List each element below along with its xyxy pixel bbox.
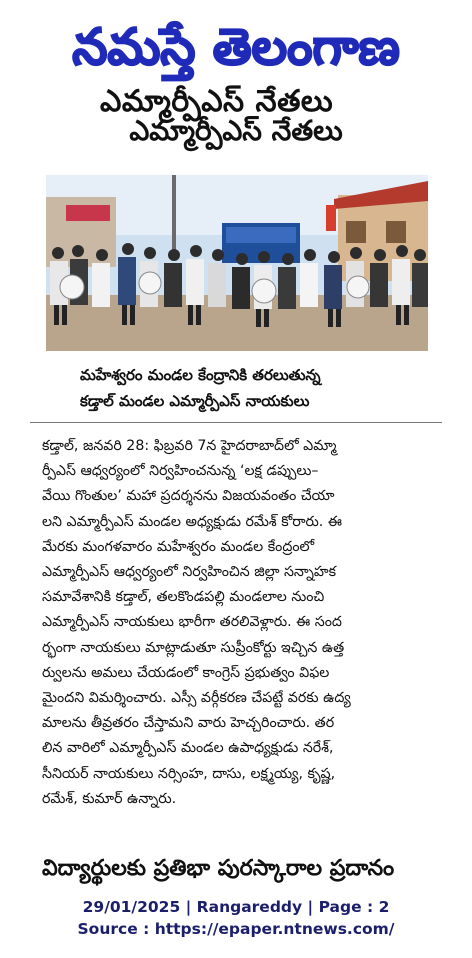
photo-caption [80,362,410,414]
body-line: రమేశ్, కుమార్ ఉన్నారు. [42,790,177,807]
article-body [42,434,442,812]
body-line: ఎమ్మార్పీఎస్ నాయకులు భారీగా తరలివెళ్లారు. ఈ సంద [42,614,342,631]
source-link[interactable]: Source : https://epaper.ntnews.com/ [77,920,395,938]
body-line: ర్పీఎస్ ఆధ్వర్యంలో నిర్వహించనున్న ‘లక్ష డప్పులు– [42,463,319,480]
body-line: లిన వారిలో ఎమ్మార్పీఎస్ మండల ఉపాధ్యక్షుడు నరేశ్, [42,740,334,757]
masthead-logo [0,4,472,84]
newspaper-masthead [0,4,472,84]
caption-line: కడ్తాల్ మండల ఎమ్మార్పీఎస్ నాయకులు [80,392,310,410]
caption-divider [30,422,442,423]
article-headline: ఎమ్మార్పీఎస్ నేతలు [129,114,343,147]
caption-line: మహేశ్వరం మండల కేంద్రానికి తరలుతున్న [80,366,321,384]
date-edition-page: 29/01/2025 | Rangareddy | Page : 2 [82,898,390,916]
body-line: ర్వులను అమలు చేయడంలో కాంగ్రెస్ ప్రభుత్వం విఫల [42,664,330,681]
body-line: కడ్తాల్, జనవరి 28: ఫిబ్రవరి 7న హైదరాబాద్‌లో ఎమ్మా [42,438,337,454]
body-line: మైందని విమర్శించారు. ఎస్సీ వర్గీకరణ చేపట్టే వరకు ఉద్య [42,690,351,707]
cut-headline-fragment: ఎమ్మార్పీఎస్ నేతలు [100,84,334,119]
source-footer [0,896,472,940]
body-line: సీనియర్ నాయకులు నర్సింహ, దాసు, లక్ష్మయ్య, కృష్ణ, [42,765,336,782]
article-clipping [20,84,452,881]
body-line: ఎమ్మార్పీఎస్ ఆధ్వర్యంలో నిర్వహించిన జిల్లా సన్నాహక [42,564,337,581]
body-line: మేరకు మంగళవారం మహేశ్వరం మండల కేంద్రంలో [42,538,315,555]
article-photo [46,175,428,351]
body-line: మాలను తీవ్రతరం చేస్తామని వారు హెచ్చరించారు. తర [42,715,335,732]
body-line: సమావేశానికి కడ్తాల్, తలకొండపల్లి మండలాల నుంచి [42,589,325,606]
body-line: ర్భంగా నాయకులు మాట్లాడుతూ సుప్రీంకోర్టు ఇచ్చిన ఉత్త [42,639,345,656]
body-line: లని ఎమ్మార్పీఎస్ మండల అధ్యక్షుడు రమేశ్ కోరారు. ఈ [42,513,342,530]
cut-next-headline: విద్యార్థులకు ప్రతిభా పురస్కారాల ప్రదానం [42,856,395,881]
masthead-title: నమస్తే తెలంగాణ [72,18,400,76]
body-line: వేయి గొంతుల’ మహా ప్రదర్శనను విజయవంతం చేయా [42,488,335,505]
